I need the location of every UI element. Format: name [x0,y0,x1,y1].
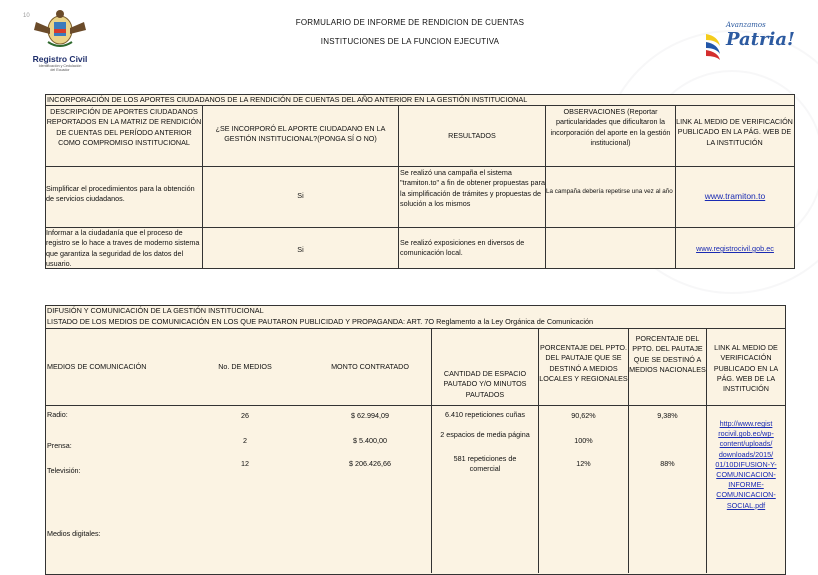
aporte-link[interactable]: www.registrocivil.gob.ec [696,244,774,253]
medium-local-pct: 12% [576,459,591,468]
difusion-subtitle: LISTADO DE LOS MEDIOS DE COMUNICACIÓN EN LOS QUE PAUTARON PUBLICIDAD Y PROPAGANDA: ART. 7O Reglamento a la Ley Orgánica de Comunicación [47,317,594,326]
patria-logo-text: Avanzamos [726,21,766,29]
medium-space: 6.410 repeticiones cuñas [445,410,525,419]
medium-label: Medios digitales: [47,529,101,538]
medium-label: Radio: [47,410,68,419]
col-header-results: RESULTADOS [448,131,496,140]
logo-tagline: Identificación y Cedulación [38,64,82,68]
medium-space: 2 espacios de media página [440,430,530,439]
col-header-incorporated: ¿SE INCORPORÓ EL APORTE CIUDADANO EN LA GESTIÓN INSTITUCIONAL?(PONGA SÍ O NO) [215,124,386,144]
link-line: 01/10DIFUSION-Y- [715,459,777,469]
col-header-link: LINK AL MEDIO DE VERIFICACIÓN PUBLICADO EN LA PÁG. WEB DE LA INSTITUCIÓN [713,343,779,394]
page-number: 10 [23,13,30,19]
medium-national-pct: 88% [660,459,675,468]
col-header-observations: OBSERVACIONES (Reportar particularidades que dificultaron la incorporación del aporte en la gestión institucional) [550,107,671,147]
col-header-local-pct: PORCENTAJE DEL PPTO. DEL PAUTAJE QUE SE DESTINÓ A MEDIOS LOCALES Y REGIONALES [539,343,628,383]
col-header-national-pct: PORCENTAJE DEL PPTO. DEL PAUTAJE QUE SE DESTINÓ A MEDIOS NACIONALES [629,334,706,374]
logo-tagline: del Ecuador [50,68,70,72]
page-title: FORMULARIO DE INFORME DE RENDICION DE CUENTAS [295,18,525,27]
col-header-space: CANTIDAD DE ESPACIO PAUTADO Y/O MINUTOS PAUTADOS [443,369,527,399]
patria-logo-text: Patria! [726,29,795,50]
flag-swoosh-icon [704,32,724,62]
link-line: http://www.regist [719,419,773,428]
col-header-count: No. DE MEDIOS [218,362,272,371]
medium-label: Televisión: [47,466,81,475]
medium-label: Prensa: [47,441,72,450]
medium-local-pct: 100% [574,436,593,445]
link-line: downloads/2015/ [718,449,774,459]
page-subtitle: INSTITUCIONES DE LA FUNCION EJECUTIVA [320,37,500,46]
logo-name: Registro Civil [32,54,88,64]
link-line: COMUNICACION- [716,490,776,500]
patria-logo [702,18,795,63]
link-line: content/uploads/ [719,439,773,449]
medium-space: 581 repeticiones de comercial [453,454,517,474]
aporte-results: Se realizó exposiciones en diversos de comunicación local. [400,238,525,258]
link-line: COMUNICACION- [716,470,776,480]
difusion-verification-link[interactable] [707,419,785,511]
medium-amount: $ 62.994,09 [351,411,389,420]
col-header-link: LINK AL MEDIO DE VERIFICACIÓN PUBLICADO EN LA PÁG. WEB DE LA INSTITUCIÓN [676,117,793,147]
coat-of-arms-icon [30,8,90,50]
aporte-results: Se realizó una campaña el sistema "tramiton.to" a fin de obtener propuestas para la simplificación de trámites y propuestas de solución a los mismos [400,168,545,208]
link-line: INFORME- [728,480,764,490]
aporte-observations: La campaña debería repetirse una vez al año [546,188,673,195]
col-header-medium: MEDIOS DE COMUNICACIÓN [47,362,147,371]
aporte-description: Simplificar el procedimientos para la obtención de servicios ciudadanos. [46,184,195,204]
medium-count: 2 [243,436,247,445]
col-header-amount: MONTO CONTRATADO [331,362,409,371]
aporte-incorporated: Si [297,191,304,200]
medium-count: 12 [241,459,249,468]
difusion-title: DIFUSIÓN Y COMUNICACIÓN DE LA GESTIÓN INSTITUCIONAL [47,306,264,315]
registro-civil-logo [30,8,90,73]
link-line: rocivil.gob.ec/wp- [718,429,774,439]
medium-local-pct: 90,62% [571,411,596,420]
col-header-description: DESCRIPCIÓN DE APORTES CIUDADANOS REPORTADOS EN LA MATRIZ DE RENDICIÓN DE CUENTAS DEL PERÍODO ANTERIOR COMO COMPROMISO INSTITUCIONAL [46,107,202,147]
medium-count: 26 [241,411,249,420]
aportes-table-title: INCORPORACIÓN DE LOS APORTES CIUDADANOS DE LA RENDICIÓN DE CUENTAS DEL AÑO ANTERIOR EN LA GESTIÓN INSTITUCIONAL [47,95,528,104]
aporte-incorporated: Si [297,245,304,254]
aporte-link[interactable]: www.tramiton.to [704,191,766,201]
link-line: SOCIAL.pdf [726,500,766,510]
medium-national-pct: 9,38% [657,411,678,420]
aporte-description: Informar a la ciudadanía que el proceso de registro se lo hace a traves de moderno sistema que garantiza la seguridad de los datos del usuario. [46,228,200,268]
medium-amount: $ 5.400,00 [353,436,387,445]
medium-amount: $ 206.426,66 [349,459,391,468]
